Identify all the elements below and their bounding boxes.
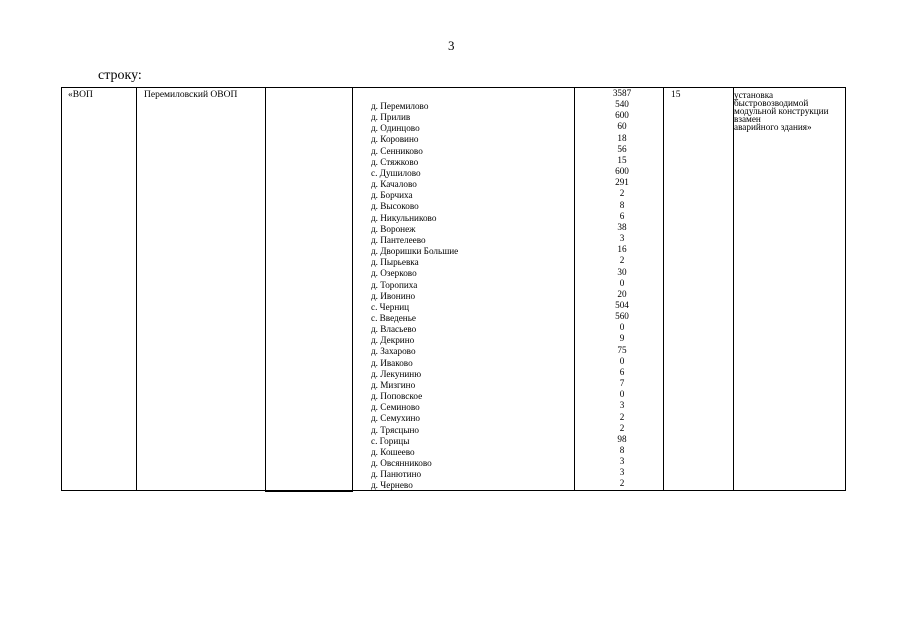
settlement-item: д. Пырьевка xyxy=(371,257,419,268)
population-value: 18 xyxy=(617,132,627,143)
population-value: 8 xyxy=(619,199,625,210)
population-value: 560 xyxy=(615,311,629,322)
cell-facility-name: Перемиловский ОВОП xyxy=(144,90,238,100)
settlement-item: д. Высоково xyxy=(371,201,419,212)
population-value: 15 xyxy=(617,154,627,165)
settlement-item: д. Мизгино xyxy=(371,379,416,390)
settlement-item: д. Поповское xyxy=(371,391,423,402)
population-value: 8 xyxy=(619,445,625,455)
note-line: модульной конструкции xyxy=(734,106,829,116)
settlement-item: д. Воронеж xyxy=(371,223,416,234)
settlement-item: д. Семиново xyxy=(371,402,420,413)
settlement-item: д. Одинцово xyxy=(371,123,420,134)
settlement-list xyxy=(371,101,458,491)
population-value: 38 xyxy=(617,221,627,232)
population-value: 540 xyxy=(615,99,629,110)
settlement-item: д. Дворишки Большие xyxy=(371,246,459,257)
population-value: 30 xyxy=(617,266,627,277)
settlement-item: д. Кошеево xyxy=(371,446,415,457)
population-value: 0 xyxy=(619,322,625,333)
settlement-item: д. Захарово xyxy=(371,346,416,357)
page-number: 3 xyxy=(448,38,455,53)
population-value: 0 xyxy=(619,277,625,288)
cell-note xyxy=(734,91,829,131)
population-value: 291 xyxy=(615,177,629,188)
column-divider-3 xyxy=(574,88,575,490)
population-value: 2 xyxy=(619,422,625,433)
cell-type: «ВОП xyxy=(68,90,93,100)
settlement-item: д. Лекуниню xyxy=(371,368,422,379)
settlement-item: д. Черневo xyxy=(371,480,413,491)
population-value: 7 xyxy=(619,378,625,389)
settlement-item: д. Коровино xyxy=(371,134,419,145)
population-value: 2 xyxy=(619,255,625,266)
population-value: 600 xyxy=(615,110,629,121)
population-value: 9 xyxy=(619,333,625,344)
settlement-item: д. Борчиха xyxy=(371,190,413,201)
population-value: 3 xyxy=(619,233,625,244)
population-value: 0 xyxy=(619,355,625,366)
column-divider-4 xyxy=(663,88,664,490)
population-value: 6 xyxy=(619,366,625,377)
settlement-item: д. Овсянниково xyxy=(371,458,432,468)
settlement-item: д. Сенниково xyxy=(371,145,423,156)
settlement-item: д. Прилив xyxy=(371,112,411,123)
column-divider-5 xyxy=(733,88,734,490)
population-value: 3587 xyxy=(612,88,632,98)
settlement-item: д. Перемилово xyxy=(371,101,429,111)
note-line: быстровозводимой xyxy=(734,98,809,108)
note-line: взамен xyxy=(734,114,761,124)
empty-column-cell xyxy=(265,87,353,492)
column-divider-1 xyxy=(136,88,137,490)
population-value: 75 xyxy=(617,344,627,355)
settlement-item: с. Черниц xyxy=(371,301,410,312)
settlement-item: с. Введенье xyxy=(371,312,416,323)
population-value: 2 xyxy=(619,188,625,199)
population-list xyxy=(603,88,641,490)
population-value: 3 xyxy=(619,467,625,478)
population-value: 2 xyxy=(619,411,625,422)
population-value: 3 xyxy=(619,400,625,411)
settlement-item: д. Стяжково xyxy=(371,156,419,167)
settlement-item: д. Никульниково xyxy=(371,212,437,223)
population-value: 16 xyxy=(617,244,627,255)
settlement-item: д. Декрино xyxy=(371,335,415,346)
settlement-item: с. Горицы xyxy=(371,435,410,446)
note-line: установка xyxy=(734,90,774,100)
population-value: 20 xyxy=(617,288,627,299)
settlement-item: д. Семухино xyxy=(371,413,421,424)
settlement-item: д. Панютино xyxy=(371,469,422,480)
population-value: 2 xyxy=(619,478,625,489)
settlement-item: д. Торопиха xyxy=(371,279,418,290)
settlement-item: с. Душилово xyxy=(371,167,421,178)
intro-text: строку: xyxy=(98,68,142,83)
population-value: 504 xyxy=(615,299,629,310)
settlement-item: д. Озерково xyxy=(371,268,417,279)
cell-count: 15 xyxy=(671,90,681,100)
settlement-item: д. Власьево xyxy=(371,324,417,335)
population-value: 6 xyxy=(619,210,625,221)
population-value: 600 xyxy=(615,166,629,177)
population-value: 60 xyxy=(617,121,627,132)
population-value: 98 xyxy=(617,433,627,444)
settlement-item: д. Трясцыно xyxy=(371,424,420,435)
population-value: 0 xyxy=(619,389,625,400)
note-line: аварийного здания» xyxy=(734,122,812,132)
settlement-item: д. Иваково xyxy=(371,357,413,368)
data-table xyxy=(61,87,846,491)
settlement-item: д. Качалово xyxy=(371,179,417,190)
population-value: 56 xyxy=(617,143,627,154)
settlement-item: д. Пантелеево xyxy=(371,234,426,245)
settlement-item: д. Ивонино xyxy=(371,290,416,301)
population-value: 3 xyxy=(619,456,625,467)
